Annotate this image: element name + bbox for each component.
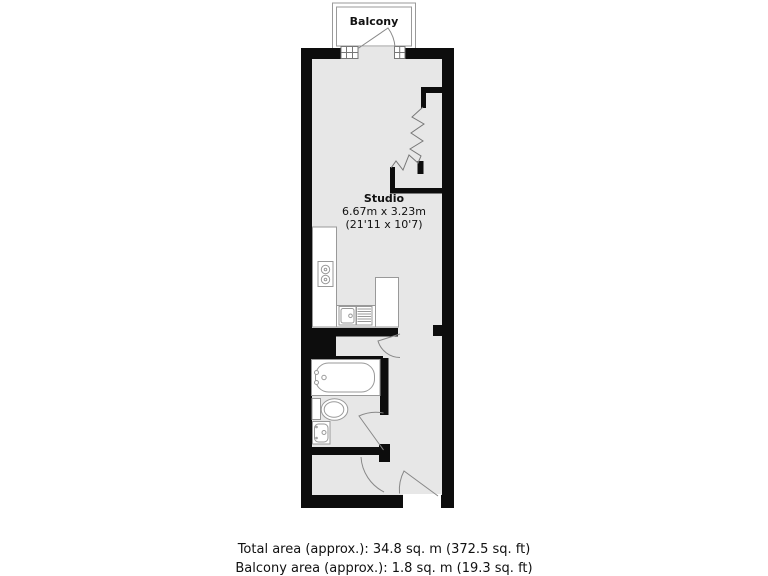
bathroom-south-wall	[301, 447, 382, 455]
service-block	[301, 336, 336, 359]
studio-doorway-stub	[433, 325, 442, 336]
toilet-icon	[312, 399, 348, 421]
hob-icon	[318, 262, 333, 287]
room-dimensions-imperial: (21'11 x 10'7)	[345, 218, 423, 231]
closet-wall-top-stub	[421, 87, 426, 108]
balcony	[333, 3, 416, 50]
room-dimensions-metric: 6.67m x 3.23m	[342, 205, 426, 218]
window-right	[395, 47, 406, 59]
basin-icon	[313, 422, 331, 445]
balcony-door-opening	[358, 47, 395, 60]
studio-south-wall	[301, 328, 398, 337]
balcony-label: Balcony	[349, 15, 399, 28]
drainer-icon	[357, 307, 373, 326]
entrance-opening	[403, 494, 441, 509]
room-name: Studio	[363, 192, 405, 205]
bathtub-icon	[312, 360, 381, 396]
bathroom-east-wall	[380, 358, 389, 415]
area-summary	[235, 542, 532, 576]
total-area-text: Total area (approx.): 34.8 sq. m (372.5 sq. ft)	[237, 542, 531, 557]
window-left	[341, 47, 358, 59]
kitchen-fridge-unit	[376, 278, 399, 328]
balcony-area-text: Balcony area (approx.): 1.8 sq. m (19.3 sq. ft)	[235, 561, 533, 576]
sink-icon	[339, 307, 356, 326]
